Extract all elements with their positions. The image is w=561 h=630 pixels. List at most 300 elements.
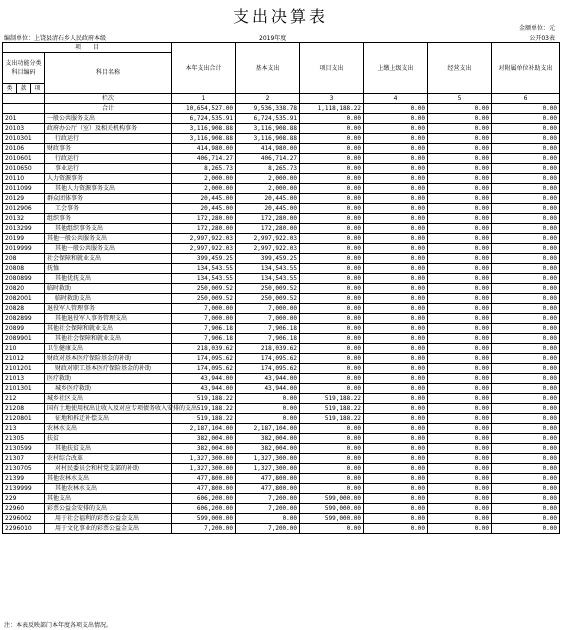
row-subject-name: 农林水支出	[45, 424, 172, 434]
table-row	[3, 334, 560, 344]
row-amount: 0.00	[300, 204, 364, 214]
row-amount: 0.00	[300, 294, 364, 304]
row-amount: 0.00	[300, 254, 364, 264]
row-code: 20106	[3, 144, 45, 154]
row-amount: 7,000.00	[236, 304, 300, 314]
row-subject-name: 财政对基本医疗保险基金的补助	[45, 354, 172, 364]
row-amount: 0.00	[492, 454, 560, 464]
col-num-1: 1	[172, 94, 236, 104]
row-amount: 0.00	[364, 494, 428, 504]
row-code: 2012906	[3, 204, 45, 214]
form-label: 公开03表	[529, 35, 555, 42]
row-amount: 0.00	[492, 114, 560, 124]
table-row	[3, 114, 560, 124]
row-code: 2080899	[3, 274, 45, 284]
row-amount: 0.00	[428, 214, 492, 224]
table-row	[3, 514, 560, 524]
row-amount: 0.00	[364, 464, 428, 474]
row-subject-name: 医疗救助	[45, 374, 172, 384]
row-amount: 406,714.27	[236, 154, 300, 164]
row-code: 2296002	[3, 514, 45, 524]
table-row	[3, 304, 560, 314]
row-amount: 43,944.00	[236, 384, 300, 394]
row-amount: 477,800.00	[172, 474, 236, 484]
row-amount: 0.00	[364, 234, 428, 244]
row-amount: 0.00	[364, 424, 428, 434]
row-code: 20132	[3, 214, 45, 224]
row-subject-name: 人力资源事务	[45, 174, 172, 184]
row-amount: 0.00	[492, 224, 560, 234]
row-amount: 0.00	[364, 434, 428, 444]
row-amount: 134,543.55	[236, 264, 300, 274]
row-subject-name: 抚恤	[45, 264, 172, 274]
row-amount: 0.00	[300, 344, 364, 354]
row-amount: 0.00	[300, 194, 364, 204]
row-amount: 218,039.62	[172, 344, 236, 354]
row-amount: 0.00	[300, 244, 364, 254]
row-amount: 134,543.55	[172, 264, 236, 274]
row-subject-name: 农村综合改革	[45, 454, 172, 464]
row-code: 2089901	[3, 334, 45, 344]
row-amount: 0.00	[492, 124, 560, 134]
col-num-6: 6	[492, 94, 560, 104]
row-amount: 174,095.62	[236, 364, 300, 374]
row-amount: 0.00	[428, 404, 492, 414]
row-amount: 0.00	[364, 174, 428, 184]
row-amount: 250,009.52	[172, 284, 236, 294]
row-amount: 0.00	[428, 334, 492, 344]
table-row	[3, 314, 560, 324]
table-row	[3, 464, 560, 474]
row-amount: 3,116,908.88	[236, 124, 300, 134]
header-project: 项 目	[3, 43, 172, 53]
row-amount: 0.00	[428, 114, 492, 124]
row-amount: 20,445.00	[236, 204, 300, 214]
row-amount: 0.00	[300, 474, 364, 484]
header-lei: 类	[3, 84, 17, 94]
row-amount: 0.00	[428, 174, 492, 184]
row-amount: 0.00	[428, 134, 492, 144]
row-amount: 250,009.52	[236, 294, 300, 304]
row-amount: 0.00	[492, 464, 560, 474]
row-amount: 0.00	[300, 484, 364, 494]
row-subject-name: 用于社会福利的彩票公益金支出	[45, 514, 172, 524]
table-row	[3, 294, 560, 304]
row-code: 20199	[3, 234, 45, 244]
row-code: 2139999	[3, 484, 45, 494]
row-amount: 7,200.00	[236, 524, 300, 534]
header-xiang: 项	[31, 84, 45, 94]
row-amount: 519,188.22	[172, 404, 236, 414]
table-row	[3, 174, 560, 184]
table-row	[3, 274, 560, 284]
header-col-2: 基本支出	[236, 43, 300, 94]
row-subject-name: 临时救助	[45, 284, 172, 294]
row-amount: 382,004.00	[172, 444, 236, 454]
row-amount: 0.00	[492, 144, 560, 154]
row-amount: 519,188.22	[300, 404, 364, 414]
row-amount: 7,906.18	[236, 324, 300, 334]
row-amount: 1,327,300.00	[172, 464, 236, 474]
row-amount: 0.00	[364, 204, 428, 214]
row-amount: 0.00	[492, 134, 560, 144]
row-amount: 7,906.18	[172, 324, 236, 334]
table-row	[3, 264, 560, 274]
row-amount: 0.00	[492, 474, 560, 484]
row-subject-name: 扶贫	[45, 434, 172, 444]
row-amount: 0.00	[492, 374, 560, 384]
row-code: 20828	[3, 304, 45, 314]
row-amount: 134,543.55	[236, 274, 300, 284]
row-subject-name: 社会保障和就业支出	[45, 254, 172, 264]
row-amount: 218,039.62	[236, 344, 300, 354]
row-code: 212	[3, 394, 45, 404]
row-amount: 0.00	[236, 414, 300, 424]
row-subject-name: 卫生健康支出	[45, 344, 172, 354]
table-row	[3, 434, 560, 444]
table-row	[3, 204, 560, 214]
row-subject-name: 其他优抚支出	[45, 274, 172, 284]
row-amount: 0.00	[300, 174, 364, 184]
row-subject-name: 行政运行	[45, 134, 172, 144]
row-amount: 0.00	[428, 394, 492, 404]
row-amount: 6,724,535.91	[172, 114, 236, 124]
row-amount: 0.00	[364, 404, 428, 414]
row-amount: 0.00	[428, 254, 492, 264]
row-amount: 0.00	[492, 184, 560, 194]
row-amount: 1,327,300.00	[236, 464, 300, 474]
table-row	[3, 194, 560, 204]
row-amount: 0.00	[428, 354, 492, 364]
row-amount: 0.00	[300, 464, 364, 474]
row-amount: 0.00	[364, 484, 428, 494]
row-amount: 0.00	[492, 274, 560, 284]
row-subject-name: 政府办公厅（室）及相关机构事务	[45, 124, 172, 134]
table-row	[3, 374, 560, 384]
row-amount: 0.00	[492, 434, 560, 444]
row-amount: 477,800.00	[236, 474, 300, 484]
row-amount: 0.00	[236, 514, 300, 524]
row-amount: 0.00	[428, 524, 492, 534]
table-row	[3, 224, 560, 234]
row-amount: 0.00	[428, 434, 492, 444]
year-label: 2019年度	[259, 35, 287, 42]
meta-row	[4, 33, 557, 42]
table-row	[3, 484, 560, 494]
row-amount: 519,188.22	[172, 394, 236, 404]
row-amount: 2,000.00	[172, 184, 236, 194]
row-amount: 0.00	[492, 204, 560, 214]
row-amount: 0.00	[300, 354, 364, 364]
row-amount: 0.00	[428, 204, 492, 214]
total-cell: 0.00	[428, 104, 492, 114]
row-code: 208	[3, 254, 45, 264]
row-amount: 172,280.00	[236, 214, 300, 224]
row-amount: 0.00	[428, 384, 492, 394]
row-amount: 0.00	[300, 214, 364, 224]
row-code: 2130705	[3, 464, 45, 474]
row-amount: 0.00	[492, 174, 560, 184]
row-subject-name: 财政事务	[45, 144, 172, 154]
row-subject-name: 其他扶贫支出	[45, 444, 172, 454]
row-amount: 0.00	[364, 184, 428, 194]
row-amount: 0.00	[492, 524, 560, 534]
row-amount: 1,327,300.00	[236, 454, 300, 464]
row-amount: 0.00	[492, 314, 560, 324]
row-subject-name: 其他组织事务支出	[45, 224, 172, 234]
table-row	[3, 164, 560, 174]
row-amount: 0.00	[428, 454, 492, 464]
row-amount: 0.00	[492, 444, 560, 454]
row-amount: 477,800.00	[236, 484, 300, 494]
row-subject-name: 工会事务	[45, 204, 172, 214]
row-amount: 406,714.27	[172, 154, 236, 164]
row-amount: 0.00	[428, 124, 492, 134]
row-amount: 0.00	[428, 494, 492, 504]
row-subject-name: 其他退役军人事务管理支出	[45, 314, 172, 324]
header-subject-name: 科目名称	[45, 53, 172, 94]
row-code: 210	[3, 344, 45, 354]
col-num-2: 2	[236, 94, 300, 104]
row-amount: 0.00	[300, 304, 364, 314]
row-amount: 414,980.00	[236, 144, 300, 154]
row-amount: 8,265.73	[236, 164, 300, 174]
row-code: 2101301	[3, 384, 45, 394]
table-row	[3, 504, 560, 514]
unit-label: 金额单位：元	[518, 25, 555, 32]
row-code: 21305	[3, 434, 45, 444]
table-row	[3, 394, 560, 404]
row-amount: 0.00	[492, 364, 560, 374]
table-row	[3, 254, 560, 264]
row-subject-name: 城乡医疗救助	[45, 384, 172, 394]
row-amount: 0.00	[364, 264, 428, 274]
row-subject-name: 一般公共服务支出	[45, 114, 172, 124]
row-amount: 0.00	[300, 134, 364, 144]
row-amount: 0.00	[364, 144, 428, 154]
row-amount: 0.00	[300, 364, 364, 374]
row-code: 21307	[3, 454, 45, 464]
row-subject-name: 彩票公益金安排的支出	[45, 504, 172, 514]
row-amount: 0.00	[364, 214, 428, 224]
row-amount: 0.00	[300, 264, 364, 274]
row-amount: 0.00	[300, 154, 364, 164]
row-amount: 1,327,300.00	[172, 454, 236, 464]
row-amount: 0.00	[428, 144, 492, 154]
row-subject-name: 其他农林水支出	[45, 484, 172, 494]
row-amount: 0.00	[236, 394, 300, 404]
row-amount: 7,200.00	[172, 524, 236, 534]
row-amount: 0.00	[364, 314, 428, 324]
row-code: 2082001	[3, 294, 45, 304]
row-amount: 0.00	[428, 364, 492, 374]
row-subject-name: 组织事务	[45, 214, 172, 224]
row-subject-name: 临时救助支出	[45, 294, 172, 304]
row-amount: 0.00	[364, 514, 428, 524]
row-amount: 172,280.00	[236, 224, 300, 234]
row-amount: 0.00	[428, 344, 492, 354]
row-amount: 7,000.00	[172, 314, 236, 324]
row-amount: 2,000.00	[236, 184, 300, 194]
row-amount: 43,944.00	[236, 374, 300, 384]
row-amount: 0.00	[428, 294, 492, 304]
row-amount: 0.00	[492, 354, 560, 364]
header-col-3: 项目支出	[300, 43, 364, 94]
row-amount: 3,116,908.88	[236, 134, 300, 144]
row-code: 2082899	[3, 314, 45, 324]
row-code: 20110	[3, 174, 45, 184]
row-amount: 0.00	[364, 114, 428, 124]
row-amount: 0.00	[364, 364, 428, 374]
row-amount: 0.00	[364, 254, 428, 264]
table-row	[3, 234, 560, 244]
row-amount: 6,724,535.91	[236, 114, 300, 124]
table-row	[3, 124, 560, 134]
row-subject-name: 其他一般公共服务支出	[45, 234, 172, 244]
row-amount: 7,200.00	[236, 494, 300, 504]
row-code: 2296010	[3, 524, 45, 534]
row-code: 21012	[3, 354, 45, 364]
row-amount: 0.00	[300, 334, 364, 344]
table-row	[3, 344, 560, 354]
row-amount: 0.00	[300, 434, 364, 444]
row-amount: 0.00	[492, 154, 560, 164]
row-amount: 0.00	[364, 344, 428, 354]
row-amount: 0.00	[428, 224, 492, 234]
row-amount: 0.00	[492, 164, 560, 174]
row-amount: 0.00	[428, 514, 492, 524]
row-code: 21399	[3, 474, 45, 484]
row-amount: 172,280.00	[172, 214, 236, 224]
table-row	[3, 154, 560, 164]
row-amount: 0.00	[428, 194, 492, 204]
total-cell: 0.00	[492, 104, 560, 114]
row-amount: 0.00	[428, 424, 492, 434]
row-subject-name: 征地和拆迁补偿支出	[45, 414, 172, 424]
table-row	[3, 284, 560, 294]
row-amount: 0.00	[492, 404, 560, 414]
row-amount: 0.00	[428, 414, 492, 424]
header-kuan: 款	[17, 84, 31, 94]
table-row	[3, 184, 560, 194]
row-amount: 0.00	[492, 284, 560, 294]
row-amount: 0.00	[300, 224, 364, 234]
row-amount: 606,200.00	[172, 494, 236, 504]
row-amount: 8,265.73	[172, 164, 236, 174]
table-row	[3, 404, 560, 414]
footnote: 注：本表反映部门本年度各项支出情况。	[4, 622, 113, 629]
row-code: 201	[3, 114, 45, 124]
row-amount: 2,000.00	[172, 174, 236, 184]
row-amount: 0.00	[364, 444, 428, 454]
row-amount: 0.00	[364, 164, 428, 174]
row-amount: 0.00	[492, 504, 560, 514]
row-amount: 399,459.25	[236, 254, 300, 264]
row-amount: 0.00	[300, 124, 364, 134]
row-code: 21208	[3, 404, 45, 414]
row-subject-name: 其他农林水支出	[45, 474, 172, 484]
row-amount: 2,187,104.00	[172, 424, 236, 434]
row-amount: 0.00	[428, 264, 492, 274]
row-amount: 0.00	[300, 274, 364, 284]
row-amount: 172,280.00	[172, 224, 236, 234]
total-row	[3, 104, 560, 114]
col-num-5: 5	[428, 94, 492, 104]
row-amount: 399,459.25	[172, 254, 236, 264]
row-subject-name: 其他社会保障和就业支出	[45, 324, 172, 334]
col-num-3: 3	[300, 94, 364, 104]
row-amount: 382,004.00	[236, 444, 300, 454]
row-amount: 0.00	[492, 324, 560, 334]
row-amount: 0.00	[428, 164, 492, 174]
row-amount: 0.00	[364, 274, 428, 284]
row-amount: 0.00	[236, 404, 300, 414]
row-amount: 0.00	[492, 424, 560, 434]
table-row	[3, 214, 560, 224]
row-amount: 0.00	[300, 144, 364, 154]
row-subject-name: 城乡社区支出	[45, 394, 172, 404]
table-row	[3, 474, 560, 484]
row-amount: 0.00	[428, 244, 492, 254]
row-code: 20103	[3, 124, 45, 134]
row-amount: 0.00	[492, 394, 560, 404]
row-amount: 0.00	[428, 284, 492, 294]
row-amount: 0.00	[300, 454, 364, 464]
row-code: 2013299	[3, 224, 45, 234]
row-amount: 0.00	[364, 294, 428, 304]
header-func-code: 支出功能分类科目编码	[3, 53, 45, 84]
header-lanci: 栏次	[45, 94, 172, 104]
row-amount: 0.00	[428, 464, 492, 474]
row-amount: 0.00	[364, 124, 428, 134]
row-amount: 2,997,922.03	[172, 244, 236, 254]
row-amount: 0.00	[428, 374, 492, 384]
row-code: 21013	[3, 374, 45, 384]
row-amount: 43,944.00	[172, 374, 236, 384]
row-amount: 0.00	[364, 454, 428, 464]
org-label: 编制单位：上饶县清石乡人民政府本级	[4, 35, 107, 42]
row-subject-name: 其他一般公共服务支出	[45, 244, 172, 254]
row-amount: 382,004.00	[172, 434, 236, 444]
row-amount: 0.00	[364, 194, 428, 204]
total-label: 合计	[45, 104, 172, 114]
row-subject-name: 群众团体事务	[45, 194, 172, 204]
row-amount: 0.00	[428, 504, 492, 514]
row-amount: 599,000.00	[300, 514, 364, 524]
row-code: 20820	[3, 284, 45, 294]
row-amount: 606,200.00	[172, 504, 236, 514]
row-amount: 0.00	[300, 424, 364, 434]
row-amount: 599,000.00	[172, 514, 236, 524]
row-amount: 0.00	[428, 484, 492, 494]
total-cell: 10,654,527.00	[172, 104, 236, 114]
row-amount: 0.00	[364, 154, 428, 164]
row-amount: 0.00	[492, 384, 560, 394]
row-amount: 0.00	[300, 114, 364, 124]
page-title: 支出决算表	[232, 7, 328, 26]
row-amount: 0.00	[428, 314, 492, 324]
row-amount: 0.00	[300, 184, 364, 194]
row-subject-name: 其他人力资源事务支出	[45, 184, 172, 194]
row-amount: 0.00	[492, 344, 560, 354]
row-amount: 0.00	[364, 284, 428, 294]
row-amount: 0.00	[428, 274, 492, 284]
row-amount: 2,997,922.03	[236, 234, 300, 244]
header-col-5: 经营支出	[428, 43, 492, 94]
row-code: 2130599	[3, 444, 45, 454]
table-header	[3, 43, 560, 114]
row-amount: 0.00	[428, 444, 492, 454]
